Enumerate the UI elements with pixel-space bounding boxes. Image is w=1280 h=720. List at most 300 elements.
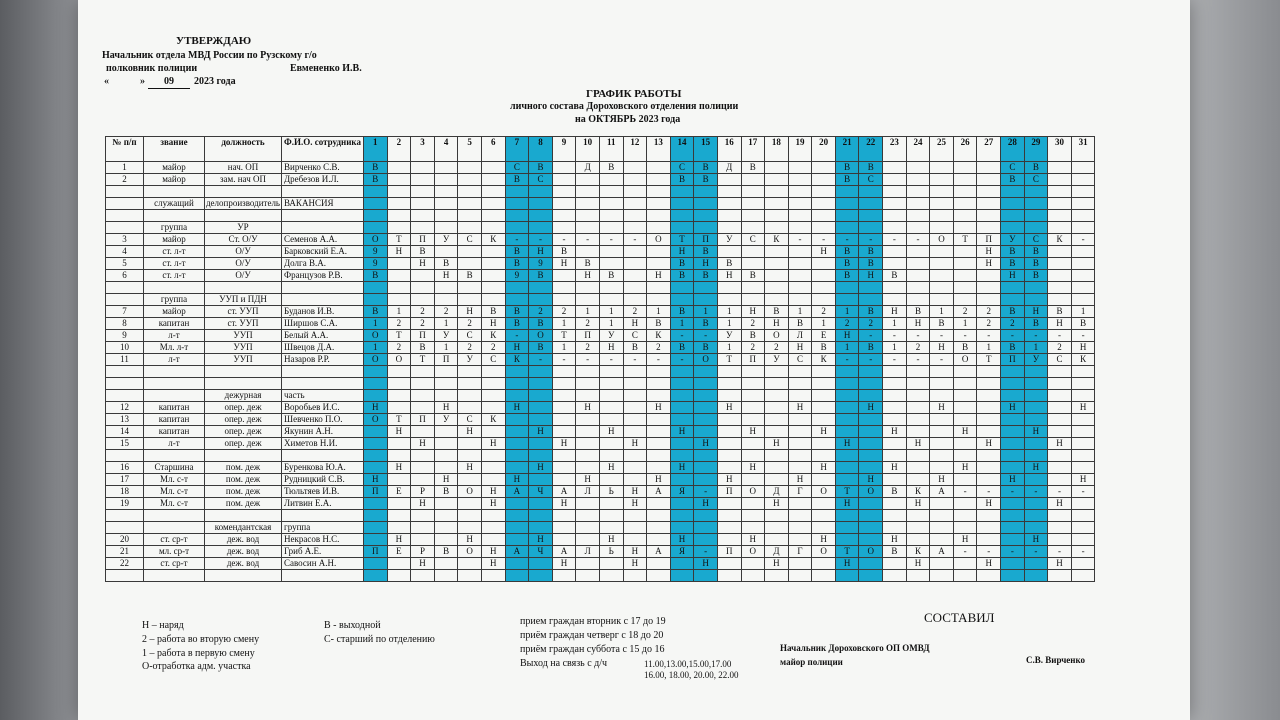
cell-day: А bbox=[930, 546, 954, 558]
cell-day bbox=[458, 186, 482, 198]
table-row bbox=[106, 318, 1095, 330]
cell-day: - bbox=[1024, 486, 1048, 498]
cell-day: В bbox=[599, 162, 623, 174]
cell-day bbox=[599, 450, 623, 462]
cell-day: Н bbox=[859, 270, 883, 282]
cell-day bbox=[364, 534, 388, 546]
cell-day bbox=[529, 570, 553, 582]
cell-day: Е bbox=[812, 330, 836, 342]
cell-position: пом. деж bbox=[205, 474, 282, 486]
cell-day: Т bbox=[411, 354, 435, 366]
cell-day: 2 bbox=[623, 306, 647, 318]
cell-day bbox=[576, 198, 600, 210]
cell-position: ст. УУП bbox=[205, 306, 282, 318]
cell-day: В bbox=[529, 342, 553, 354]
cell-day bbox=[1071, 294, 1095, 306]
cell-name bbox=[282, 294, 364, 306]
cell-day: С bbox=[458, 414, 482, 426]
cell-day bbox=[741, 282, 765, 294]
cell-num: 4 bbox=[106, 246, 144, 258]
cell-day bbox=[953, 162, 977, 174]
cell-day bbox=[552, 222, 576, 234]
cell-day bbox=[387, 474, 411, 486]
cell-day: 9 bbox=[364, 246, 388, 258]
cell-day bbox=[1048, 282, 1072, 294]
table-row bbox=[106, 366, 1095, 378]
cell-day bbox=[906, 570, 930, 582]
table-row bbox=[106, 306, 1095, 318]
cell-day: Н bbox=[387, 462, 411, 474]
cell-day bbox=[883, 510, 907, 522]
cell-day: Т bbox=[387, 414, 411, 426]
cell-day bbox=[434, 210, 458, 222]
cell-day bbox=[481, 294, 505, 306]
cell-day: В bbox=[411, 246, 435, 258]
table-row bbox=[106, 414, 1095, 426]
table-row bbox=[106, 222, 1095, 234]
cell-day bbox=[717, 570, 741, 582]
cell-day bbox=[717, 510, 741, 522]
cell-day bbox=[623, 522, 647, 534]
cell-day: Н bbox=[953, 426, 977, 438]
cell-day: Н bbox=[977, 558, 1001, 570]
cell-day bbox=[411, 402, 435, 414]
cell-day: Н bbox=[458, 306, 482, 318]
cell-name: Французов Р.В. bbox=[282, 270, 364, 282]
cell-rank: л-т bbox=[144, 438, 205, 450]
cell-day: - bbox=[930, 330, 954, 342]
cell-day bbox=[741, 186, 765, 198]
cell-day: А bbox=[505, 546, 529, 558]
cell-day bbox=[977, 378, 1001, 390]
cell-day: О bbox=[458, 486, 482, 498]
cell-day: У bbox=[434, 330, 458, 342]
cell-day bbox=[977, 414, 1001, 426]
cell-day bbox=[576, 558, 600, 570]
cell-day bbox=[481, 198, 505, 210]
cell-day bbox=[411, 270, 435, 282]
cell-day bbox=[529, 522, 553, 534]
header-day: 6 bbox=[481, 137, 505, 162]
cell-day bbox=[505, 438, 529, 450]
cell-num: 8 bbox=[106, 318, 144, 330]
cell-day bbox=[741, 402, 765, 414]
cell-day bbox=[1071, 366, 1095, 378]
cell-day: 1 bbox=[1071, 306, 1095, 318]
cell-day: В bbox=[741, 162, 765, 174]
cell-day bbox=[411, 294, 435, 306]
cell-day bbox=[411, 210, 435, 222]
cell-day bbox=[1001, 522, 1025, 534]
cell-day: Н bbox=[552, 558, 576, 570]
header-day: 5 bbox=[458, 137, 482, 162]
cell-day bbox=[505, 426, 529, 438]
cell-day bbox=[812, 270, 836, 282]
cell-day: Н bbox=[930, 342, 954, 354]
cell-day bbox=[694, 366, 718, 378]
cell-day bbox=[623, 162, 647, 174]
cell-name: Якунин А.Н. bbox=[282, 426, 364, 438]
header-position: должность bbox=[205, 137, 282, 162]
cell-day bbox=[717, 498, 741, 510]
cell-day: В bbox=[552, 246, 576, 258]
cell-day: В bbox=[953, 342, 977, 354]
cell-day bbox=[812, 474, 836, 486]
cell-day bbox=[623, 378, 647, 390]
cell-day bbox=[505, 366, 529, 378]
cell-day bbox=[623, 294, 647, 306]
cell-day bbox=[387, 510, 411, 522]
cell-day bbox=[765, 426, 789, 438]
cell-day bbox=[505, 450, 529, 462]
cell-name: Рудницкий С.В. bbox=[282, 474, 364, 486]
cell-rank bbox=[144, 282, 205, 294]
cell-day: Н bbox=[765, 438, 789, 450]
table-row bbox=[106, 390, 1095, 402]
cell-day bbox=[977, 450, 1001, 462]
cell-day: Н bbox=[812, 534, 836, 546]
cell-day bbox=[977, 474, 1001, 486]
cell-day bbox=[883, 294, 907, 306]
cell-day bbox=[647, 570, 671, 582]
cell-day: Н bbox=[552, 258, 576, 270]
cell-day bbox=[599, 402, 623, 414]
cell-day bbox=[906, 198, 930, 210]
header-day: 21 bbox=[835, 137, 859, 162]
cell-day: 2 bbox=[812, 306, 836, 318]
cell-day: 1 bbox=[717, 318, 741, 330]
cell-day bbox=[505, 390, 529, 402]
cell-day: Н bbox=[906, 438, 930, 450]
cell-day bbox=[1071, 270, 1095, 282]
cell-day bbox=[883, 450, 907, 462]
cell-day bbox=[1071, 438, 1095, 450]
cell-day: - bbox=[953, 546, 977, 558]
cell-day bbox=[411, 186, 435, 198]
header-day: 29 bbox=[1024, 137, 1048, 162]
cell-day: Н bbox=[599, 426, 623, 438]
cell-day bbox=[765, 258, 789, 270]
cell-day bbox=[364, 450, 388, 462]
cell-day bbox=[434, 462, 458, 474]
cell-day bbox=[1001, 222, 1025, 234]
cell-day bbox=[1071, 426, 1095, 438]
cell-day bbox=[411, 570, 435, 582]
cell-day bbox=[977, 186, 1001, 198]
cell-day: В bbox=[364, 270, 388, 282]
cell-num: 18 bbox=[106, 486, 144, 498]
table-row bbox=[106, 282, 1095, 294]
cell-day: Н bbox=[1048, 498, 1072, 510]
cell-day bbox=[953, 210, 977, 222]
cell-day bbox=[552, 522, 576, 534]
cell-num: 16 bbox=[106, 462, 144, 474]
cell-day bbox=[977, 270, 1001, 282]
cell-day bbox=[552, 282, 576, 294]
cell-name: Назаров Р.Р. bbox=[282, 354, 364, 366]
cell-day bbox=[1024, 510, 1048, 522]
cell-day: Н bbox=[1001, 402, 1025, 414]
header-day: 18 bbox=[765, 137, 789, 162]
cell-day: - bbox=[859, 234, 883, 246]
cell-day: В bbox=[694, 246, 718, 258]
cell-day bbox=[1024, 498, 1048, 510]
cell-day: К bbox=[906, 486, 930, 498]
cell-day bbox=[859, 450, 883, 462]
cell-day bbox=[906, 258, 930, 270]
cell-day bbox=[1024, 570, 1048, 582]
cell-day: У bbox=[599, 330, 623, 342]
cell-day bbox=[364, 222, 388, 234]
cell-day: К bbox=[765, 234, 789, 246]
cell-day bbox=[576, 294, 600, 306]
cell-day bbox=[835, 426, 859, 438]
cell-day: В bbox=[765, 306, 789, 318]
cell-day bbox=[953, 222, 977, 234]
cell-day bbox=[505, 282, 529, 294]
cell-day bbox=[529, 474, 553, 486]
cell-day bbox=[812, 450, 836, 462]
cell-day: Н bbox=[906, 558, 930, 570]
schedule-table-wrap bbox=[105, 136, 1095, 582]
cell-day bbox=[835, 510, 859, 522]
cell-day bbox=[953, 450, 977, 462]
cell-day: В bbox=[741, 330, 765, 342]
cell-day bbox=[552, 402, 576, 414]
header-day: 27 bbox=[977, 137, 1001, 162]
cell-day: Н bbox=[1071, 474, 1095, 486]
cell-day bbox=[481, 366, 505, 378]
cell-day bbox=[623, 366, 647, 378]
cell-day bbox=[387, 378, 411, 390]
cell-day bbox=[812, 378, 836, 390]
cell-day: 2 bbox=[953, 306, 977, 318]
cell-day bbox=[788, 198, 812, 210]
cell-rank bbox=[144, 366, 205, 378]
cell-day bbox=[788, 282, 812, 294]
cell-day bbox=[788, 426, 812, 438]
cell-day bbox=[1048, 510, 1072, 522]
cell-day: В bbox=[859, 342, 883, 354]
cell-day bbox=[835, 210, 859, 222]
table-row bbox=[106, 402, 1095, 414]
approval-date-year: 2023 года bbox=[194, 76, 236, 87]
cell-day: - bbox=[576, 354, 600, 366]
cell-day bbox=[906, 378, 930, 390]
cell-day bbox=[670, 186, 694, 198]
cell-day: Н bbox=[812, 246, 836, 258]
cell-day bbox=[647, 222, 671, 234]
cell-day bbox=[812, 570, 836, 582]
table-row bbox=[106, 522, 1095, 534]
cell-day bbox=[788, 390, 812, 402]
cell-rank bbox=[144, 378, 205, 390]
cell-day bbox=[1024, 474, 1048, 486]
cell-day bbox=[741, 558, 765, 570]
cell-day bbox=[1071, 174, 1095, 186]
cell-day bbox=[953, 246, 977, 258]
cell-rank: ст. л-т bbox=[144, 246, 205, 258]
cell-day bbox=[906, 474, 930, 486]
cell-day: Н bbox=[717, 474, 741, 486]
cell-day: 2 bbox=[481, 342, 505, 354]
cell-day bbox=[812, 198, 836, 210]
cell-day bbox=[364, 498, 388, 510]
cell-day bbox=[1024, 378, 1048, 390]
cell-day: - bbox=[906, 330, 930, 342]
cell-position: нач. ОП bbox=[205, 162, 282, 174]
cell-day: В bbox=[1001, 258, 1025, 270]
cell-day: - bbox=[552, 354, 576, 366]
cell-day: Т bbox=[835, 486, 859, 498]
cell-day: В bbox=[694, 318, 718, 330]
cell-day bbox=[599, 414, 623, 426]
cell-day bbox=[930, 570, 954, 582]
header-day: 22 bbox=[859, 137, 883, 162]
cell-day bbox=[953, 402, 977, 414]
cell-day bbox=[364, 426, 388, 438]
cell-num: 10 bbox=[106, 342, 144, 354]
cell-day bbox=[481, 282, 505, 294]
cell-position: зам. нач ОП bbox=[205, 174, 282, 186]
cell-day: В bbox=[883, 546, 907, 558]
cell-rank: майор bbox=[144, 234, 205, 246]
cell-day bbox=[977, 210, 1001, 222]
cell-day bbox=[835, 282, 859, 294]
cell-day bbox=[387, 438, 411, 450]
cell-day bbox=[859, 498, 883, 510]
cell-day: Н bbox=[694, 438, 718, 450]
cell-day bbox=[859, 222, 883, 234]
cell-day bbox=[599, 198, 623, 210]
cell-day: Н bbox=[812, 426, 836, 438]
cell-day: О bbox=[529, 330, 553, 342]
cell-day: Н bbox=[364, 402, 388, 414]
cell-position: деж. вод bbox=[205, 534, 282, 546]
cell-day bbox=[741, 198, 765, 210]
cell-day bbox=[623, 258, 647, 270]
cell-day bbox=[576, 390, 600, 402]
cell-day: 1 bbox=[788, 306, 812, 318]
cell-day bbox=[1048, 366, 1072, 378]
cell-day: В bbox=[717, 258, 741, 270]
table-row bbox=[106, 510, 1095, 522]
cell-rank: служащий bbox=[144, 198, 205, 210]
cell-position: Ст. О/У bbox=[205, 234, 282, 246]
cell-day: К bbox=[481, 414, 505, 426]
cell-day: Р bbox=[411, 546, 435, 558]
cell-day bbox=[930, 438, 954, 450]
cell-day bbox=[670, 438, 694, 450]
cell-day bbox=[364, 522, 388, 534]
cell-day bbox=[930, 498, 954, 510]
cell-day bbox=[741, 366, 765, 378]
cell-day bbox=[411, 450, 435, 462]
cell-day bbox=[552, 162, 576, 174]
cell-day bbox=[529, 498, 553, 510]
cell-day bbox=[623, 534, 647, 546]
cell-day: Н bbox=[623, 546, 647, 558]
cell-day: Н bbox=[505, 474, 529, 486]
cell-day: П bbox=[364, 546, 388, 558]
cell-day bbox=[529, 510, 553, 522]
cell-day bbox=[1001, 450, 1025, 462]
cell-day bbox=[1048, 258, 1072, 270]
cell-day: П bbox=[694, 234, 718, 246]
cell-day: В bbox=[576, 258, 600, 270]
table-row bbox=[106, 246, 1095, 258]
cell-name: Воробьев И.С. bbox=[282, 402, 364, 414]
cell-rank bbox=[144, 186, 205, 198]
cell-day bbox=[906, 534, 930, 546]
cell-day: 1 bbox=[883, 318, 907, 330]
cell-day bbox=[953, 474, 977, 486]
table-row bbox=[106, 162, 1095, 174]
cell-day bbox=[481, 246, 505, 258]
cell-num bbox=[106, 522, 144, 534]
cell-day bbox=[576, 366, 600, 378]
cell-position: деж. вод bbox=[205, 558, 282, 570]
cell-day: Н bbox=[906, 498, 930, 510]
schedule-sheet bbox=[78, 0, 1190, 720]
cell-day: 1 bbox=[670, 318, 694, 330]
cell-day: 1 bbox=[835, 306, 859, 318]
cell-day: Н bbox=[623, 438, 647, 450]
cell-day bbox=[623, 390, 647, 402]
cell-name bbox=[282, 570, 364, 582]
cell-rank bbox=[144, 570, 205, 582]
cell-day bbox=[812, 390, 836, 402]
cell-day bbox=[411, 534, 435, 546]
cell-name: Ширшов С.А. bbox=[282, 318, 364, 330]
cell-day: - bbox=[576, 234, 600, 246]
cell-day: Н bbox=[529, 462, 553, 474]
cell-day bbox=[906, 426, 930, 438]
cell-position bbox=[205, 366, 282, 378]
cell-day: 2 bbox=[1001, 318, 1025, 330]
table-row bbox=[106, 258, 1095, 270]
cell-day: Н bbox=[812, 462, 836, 474]
cell-day bbox=[930, 198, 954, 210]
cell-day bbox=[835, 414, 859, 426]
cell-day: В bbox=[505, 306, 529, 318]
cell-day bbox=[647, 462, 671, 474]
cell-rank: майор bbox=[144, 162, 205, 174]
cell-day bbox=[576, 246, 600, 258]
table-row bbox=[106, 558, 1095, 570]
cell-day bbox=[1001, 366, 1025, 378]
cell-day bbox=[859, 426, 883, 438]
cell-day: Н bbox=[694, 558, 718, 570]
cell-day: В bbox=[1024, 318, 1048, 330]
cell-day bbox=[765, 534, 789, 546]
cell-day bbox=[458, 498, 482, 510]
cell-day bbox=[364, 438, 388, 450]
approval-line-2: полковник полиции bbox=[106, 63, 198, 74]
cell-day: В bbox=[1001, 306, 1025, 318]
cell-day bbox=[387, 498, 411, 510]
cell-day bbox=[812, 402, 836, 414]
cell-day bbox=[1024, 210, 1048, 222]
cell-position: опер. деж bbox=[205, 402, 282, 414]
cell-day: П bbox=[1001, 354, 1025, 366]
cell-day: - bbox=[694, 330, 718, 342]
cell-day: Н bbox=[765, 498, 789, 510]
cell-day bbox=[741, 174, 765, 186]
cell-day bbox=[1071, 390, 1095, 402]
cell-day bbox=[906, 450, 930, 462]
cell-day: - bbox=[835, 354, 859, 366]
